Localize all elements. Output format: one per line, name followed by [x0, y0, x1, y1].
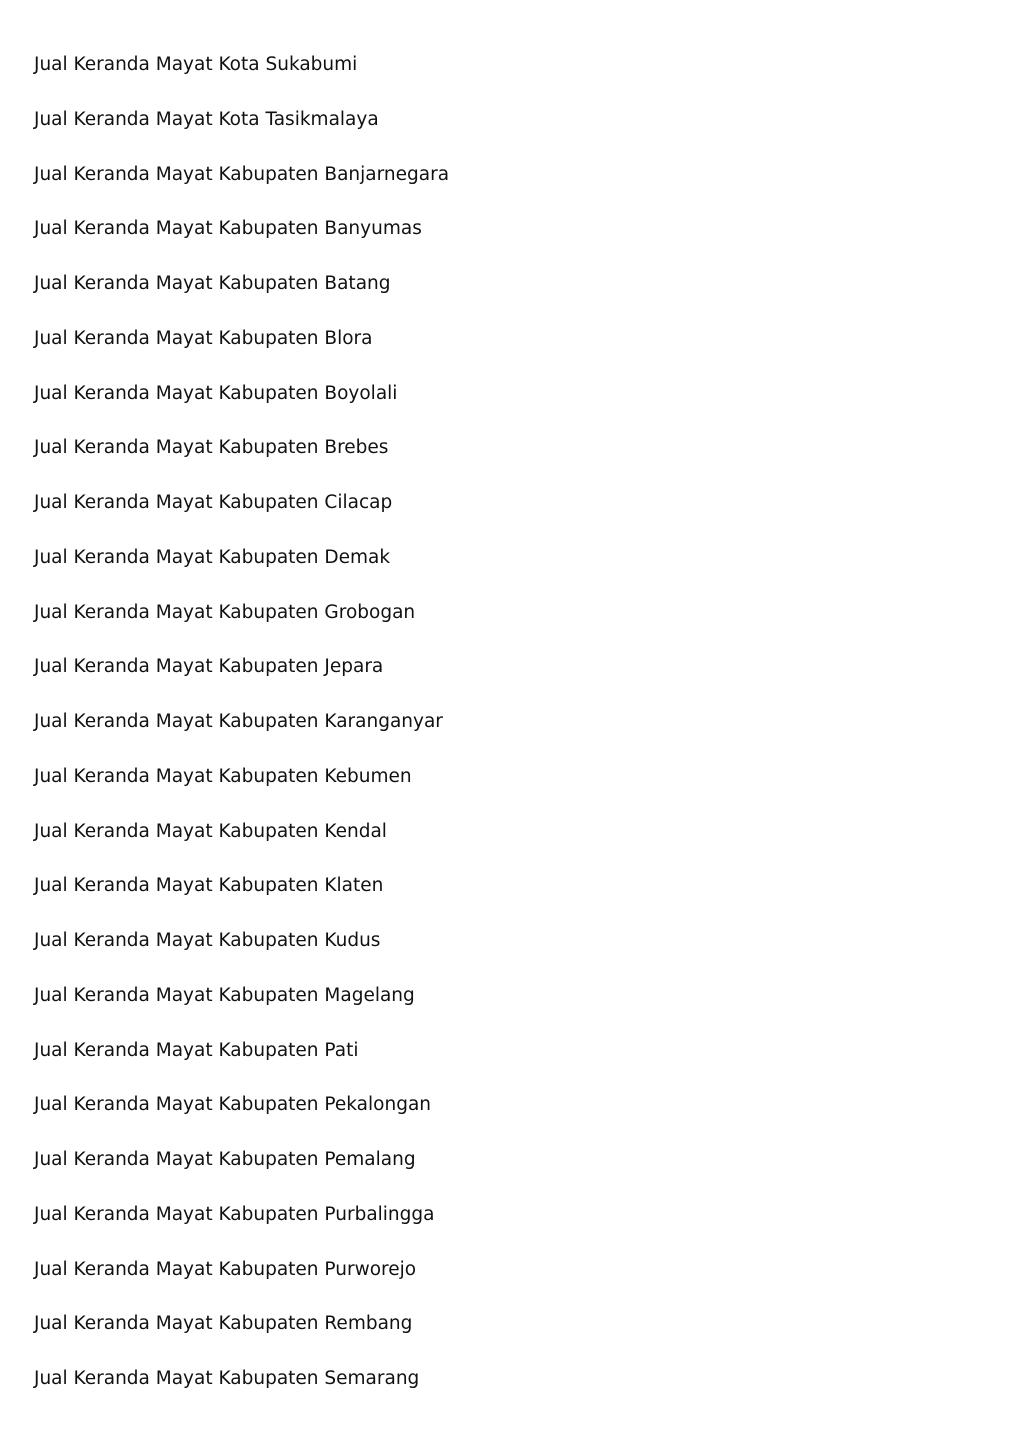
list-item[interactable]: Jual Keranda Mayat Kabupaten Cilacap [34, 492, 393, 513]
list-item[interactable]: Jual Keranda Mayat Kabupaten Kudus [34, 930, 381, 951]
list-item[interactable]: Jual Keranda Mayat Kabupaten Grobogan [34, 601, 416, 623]
list-item[interactable]: Jual Keranda Mayat Kabupaten Brebes [34, 437, 389, 459]
list-item[interactable]: Jual Keranda Mayat Kabupaten Pekalongan [34, 1094, 432, 1116]
list-item[interactable]: Jual Keranda Mayat Kabupaten Magelang [34, 984, 415, 1006]
list-item[interactable]: Jual Keranda Mayat Kabupaten Kendal [34, 820, 387, 842]
list-item[interactable]: Jual Keranda Mayat Kota Tasikmalaya [34, 108, 379, 130]
list-item[interactable]: Jual Keranda Mayat Kabupaten Kebumen [34, 765, 412, 787]
list-item[interactable]: Jual Keranda Mayat Kabupaten Batang [34, 273, 391, 294]
list-item[interactable]: Jual Keranda Mayat Kabupaten Banjarnegara [34, 163, 450, 185]
list-item[interactable]: Jual Keranda Mayat Kabupaten Pemalang [34, 1149, 416, 1170]
list-item[interactable]: Jual Keranda Mayat Kabupaten Boyolali [34, 382, 398, 404]
list-item[interactable]: Jual Keranda Mayat Kabupaten Klaten [34, 875, 384, 897]
list-item[interactable]: Jual Keranda Mayat Kabupaten Blora [34, 327, 373, 349]
list-item[interactable]: Jual Keranda Mayat Kabupaten Demak [34, 546, 391, 568]
list-item[interactable]: Jual Keranda Mayat Kota Sukabumi [34, 54, 358, 75]
list-item[interactable]: Jual Keranda Mayat Kabupaten Semarang [34, 1368, 420, 1389]
list-item[interactable]: Jual Keranda Mayat Kabupaten Karanganyar [34, 711, 443, 732]
list-item[interactable]: Jual Keranda Mayat Kabupaten Rembang [34, 1313, 413, 1335]
list-item[interactable]: Jual Keranda Mayat Kabupaten Banyumas [34, 218, 422, 240]
list-item[interactable]: Jual Keranda Mayat Kabupaten Pati [34, 1039, 359, 1061]
list-item[interactable]: Jual Keranda Mayat Kabupaten Purbalingga [34, 1203, 435, 1225]
list-item[interactable]: Jual Keranda Mayat Kabupaten Jepara [34, 656, 384, 678]
list-item[interactable]: Jual Keranda Mayat Kabupaten Purworejo [34, 1258, 417, 1280]
location-link-list [34, 51, 449, 1420]
